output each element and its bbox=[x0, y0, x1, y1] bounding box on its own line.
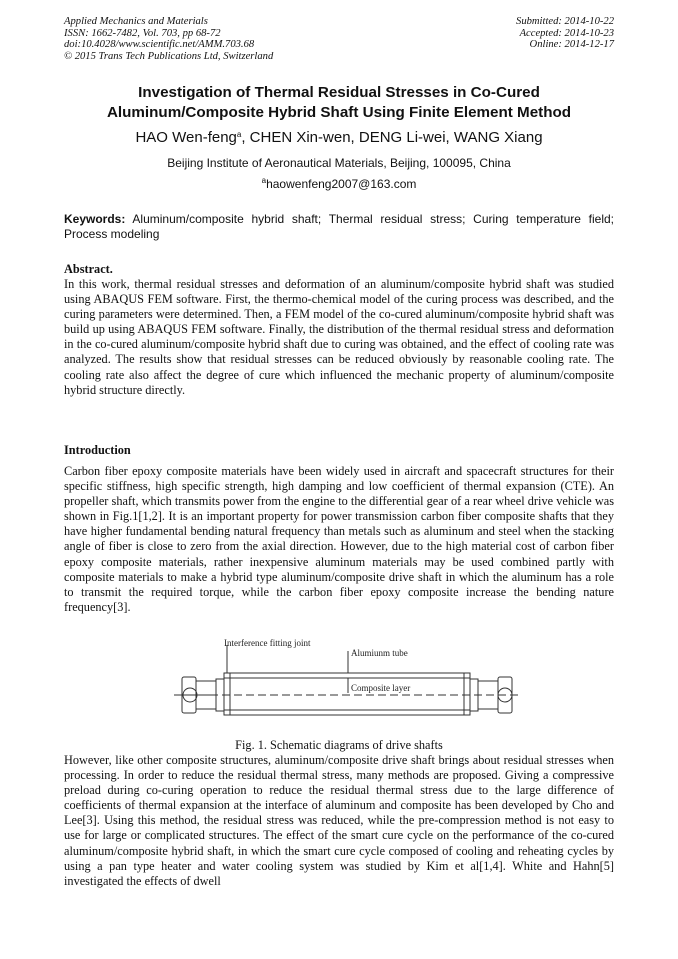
journal-header-left bbox=[64, 16, 273, 62]
keywords-text: Aluminum/composite hybrid shaft; Thermal residual stress; Curing temperature field; Process modeling bbox=[64, 212, 614, 241]
introduction-heading: Introduction bbox=[64, 443, 131, 457]
journal-header-right bbox=[516, 16, 614, 51]
drive-shaft-diagram bbox=[170, 637, 525, 737]
paper-title bbox=[40, 83, 638, 123]
aluminum-tube bbox=[224, 673, 470, 715]
online-date: Online: 2014-12-17 bbox=[529, 39, 614, 50]
copyright-line: © 2015 Trans Tech Publications Ltd, Switzerland bbox=[64, 50, 274, 62]
keywords bbox=[64, 212, 614, 241]
abstract-text: In this work, thermal residual stresses and deformation of an aluminum/composite hybrid shaft was studied using ABAQUS FEM software. First, the thermo-chemical model of the curing process was described, and the curing parameters were determined. Then, a FEM model of the co-cured aluminum/composite hybrid shaft was build up using ABAQUS FEM software. Finally, the distribution of the thermal residual stress and deformation in the co-cured aluminum/composite hybrid shaft due to curing was obtained, and the effect of cooling rate was analyzed. The results show that residual stresses can be reduced obviously by reasonable cooling rate. The cooling rate also affect the degree of cure which influenced the mechanic property of aluminum/composite hybrid structure directly. bbox=[64, 277, 614, 397]
introduction-paragraph-2: However, like other composite structures, aluminum/composite drive shaft brings about residual stresses when processing. In order to reduce the residual thermal stress, many methods are proposed. Giving a compressive preload during co-curing operation to reduce the residual thermal stress due to the large difference of coefficients of thermal expansion at the interface of aluminum and composite has been developed by Cho and Lee[3]. Using this method, the residual stress was reduced, while the pre-compression method is not easy to use for large or complicated structures. The effect of the smart cure cycle on the performance of the co-cured aluminum/composite hybrid shaft, in which the smart cure cycle composed of cooling and reheating cycles by using a pan type heater and water cooling system was studied by Kim et al[1,4]. White and Hahn[5] investigated the effects of dwell bbox=[64, 753, 614, 888]
figure-caption: Fig. 1. Schematic diagrams of drive shafts bbox=[235, 738, 443, 752]
email-address: haowenfeng2007@163.com bbox=[266, 177, 417, 191]
title-line-1: Investigation of Thermal Residual Stresses in Co-Cured bbox=[138, 84, 540, 101]
email-affil-mark: a bbox=[261, 176, 267, 185]
author-list bbox=[40, 129, 638, 146]
drive-shaft-figure bbox=[170, 637, 525, 737]
keywords-label: Keywords: bbox=[64, 212, 126, 226]
first-author-affil-mark: a bbox=[236, 130, 242, 139]
label-composite-layer: Composite layer bbox=[351, 683, 411, 693]
doi-line: doi:10.4028/www.scientific.net/AMM.703.68 bbox=[64, 39, 255, 50]
journal-name: Applied Mechanics and Materials bbox=[64, 16, 208, 27]
label-aluminum-tube: Alumiunm tube bbox=[351, 648, 408, 658]
issn-line: ISSN: 1662-7482, Vol. 703, pp 68-72 bbox=[64, 27, 221, 39]
author-email bbox=[40, 177, 638, 191]
introduction-paragraph-1: Carbon fiber epoxy composite materials have been widely used in aircraft and spacecraft structures for their specific stiffness, high specific strength, high damping and low coefficient of thermal expansion (CTE). An propeller shaft, which transmits power from the engine to the differential gear of a rear wheel drive vehicle was shown in Fig.1[1,2]. It is an important property for power transmission carbon fiber composite shafts that they have higher fundamental bending natural frequency than metals such as aluminum and steel when the stacking angle of fiber is close to zero from the axial direction. However, due to the high material cost of carbon fiber epoxy composite materials, rather inexpensive aluminum materials may be used combined partly with composite materials to make a hybrid type aluminum/composite drive shaft in which the aluminum has a role to transmit the required torque, while the carbon fiber epoxy composite increase the bending nature frequency[3]. bbox=[64, 464, 614, 614]
title-line-2: Aluminum/Composite Hybrid Shaft Using Finite Element Method bbox=[106, 104, 572, 121]
abstract-heading: Abstract. bbox=[64, 262, 113, 276]
affiliation: Beijing Institute of Aeronautical Materials, Beijing, 100095, China bbox=[167, 156, 511, 170]
other-authors: , CHEN Xin-wen, DENG Li-wei, WANG Xiang bbox=[241, 129, 543, 146]
accepted-date: Accepted: 2014-10-23 bbox=[519, 27, 614, 39]
submitted-date: Submitted: 2014-10-22 bbox=[516, 16, 614, 27]
first-author: HAO Wen-feng bbox=[135, 129, 237, 146]
label-interference-joint: Interference fitting joint bbox=[224, 638, 311, 648]
